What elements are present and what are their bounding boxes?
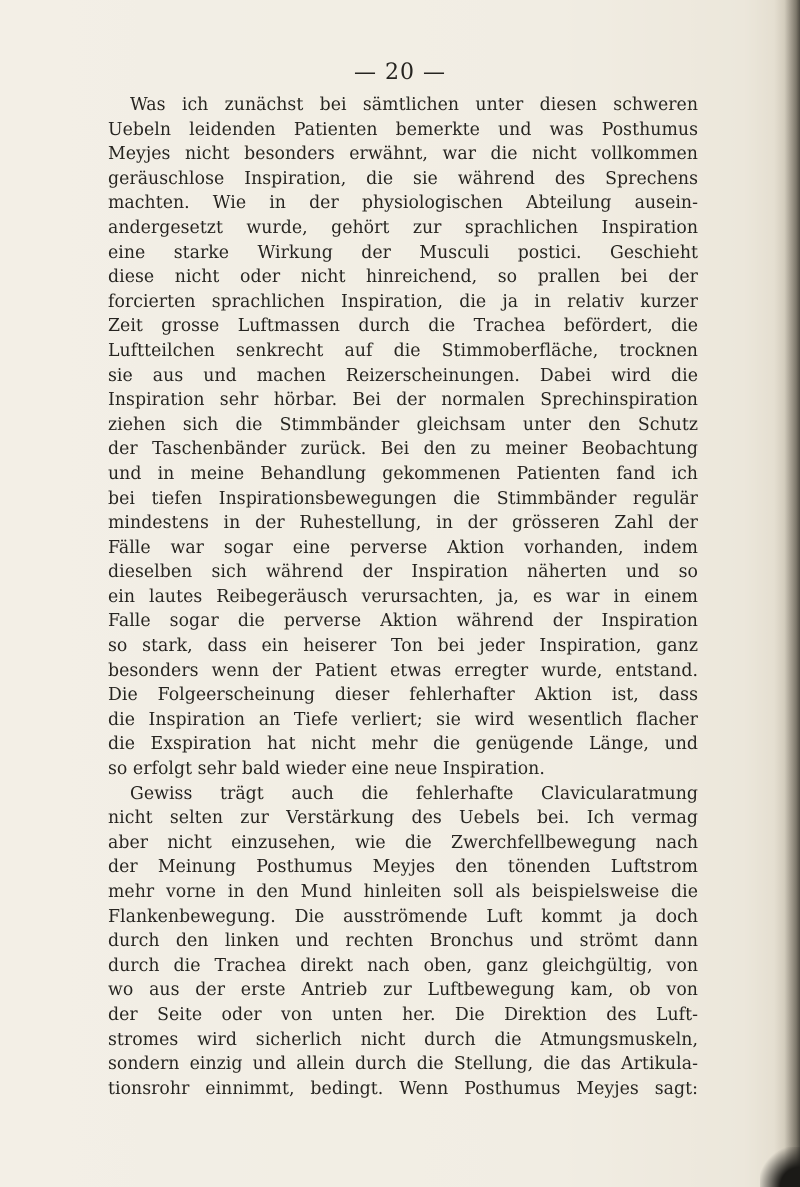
text-line: mehr vorne in den Mund hinleiten soll als beispielsweise die — [108, 882, 698, 902]
text-line: nicht selten zur Verstärkung des Uebels bei. Ich vermag — [108, 808, 698, 829]
text-line: ein lautes Reibegeräusch verursachten, ja, es war in einem — [108, 586, 698, 607]
text-line: eine starke Wirkung der Musculi postici. Geschieht — [108, 242, 698, 263]
text-line: so erfolgt sehr bald wieder eine neue Inspiration. — [108, 759, 545, 780]
text-line: tionsrohr einnimmt, bedingt. Wenn Posthumus Meyjes sagt: — [108, 1078, 698, 1099]
text-line: stromes wird sicherlich nicht durch die Atmungsmuskeln, — [108, 1029, 698, 1050]
text-line: durch den linken und rechten Bronchus und strömt dann — [108, 931, 698, 952]
text-line: sondern einzig und allein durch die Stellung, die das Artikula- — [108, 1054, 698, 1075]
text-line: Luftteilchen senkrecht auf die Stimmoberfläche, trocknen — [108, 340, 698, 361]
page-number: — 20 — — [354, 60, 446, 85]
text-line: wo aus der erste Antrieb zur Luftbewegung kam, ob von — [108, 980, 698, 1001]
text-line: der Seite oder von unten her. Die Direktion des Luft- — [108, 1004, 698, 1025]
page-edge-shadow — [774, 0, 800, 1187]
text-line: bei tiefen Inspirationsbewegungen die Stimmbänder regulär — [108, 488, 698, 509]
text-line: sie aus und machen Reizerscheinungen. Dabei wird die — [108, 365, 698, 386]
text-line: Inspiration sehr hörbar. Bei der normalen Sprechinspiration — [108, 390, 698, 411]
text-line: Falle sogar die perverse Aktion während der Inspiration — [108, 611, 698, 632]
text-line: forcierten sprachlichen Inspiration, die ja in relativ kurzer — [108, 291, 698, 312]
text-line: der Meinung Posthumus Meyjes den tönenden Luftstrom — [108, 857, 698, 878]
text-line: besonders wenn der Patient etwas erregter wurde, entstand. — [108, 660, 698, 681]
text-line: diese nicht oder nicht hinreichend, so prallen bei der — [108, 267, 698, 288]
text-line: machten. Wie in der physiologischen Abteilung ausein- — [108, 193, 698, 214]
text-line: mindestens in der Ruhestellung, in der grösseren Zahl der — [108, 513, 698, 534]
text-line: Flankenbewegung. Die ausströmende Luft kommt ja doch — [108, 906, 698, 927]
text-line: andergesetzt wurde, gehört zur sprachlichen Inspiration — [108, 217, 698, 238]
text-line: die Inspiration an Tiefe verliert; sie wird wesentlich flacher — [108, 709, 698, 730]
text-line: so stark, dass ein heiserer Ton bei jeder Inspiration, ganz — [108, 636, 698, 657]
text-line: aber nicht einzusehen, wie die Zwerchfellbewegung nach — [108, 832, 698, 853]
text-line: Fälle war sogar eine perverse Aktion vorhanden, indem — [108, 537, 698, 558]
text-line: Was ich zunächst bei sämtlichen unter diesen schweren — [130, 95, 698, 115]
text-line: durch die Trachea direkt nach oben, ganz gleichgültig, von — [108, 955, 698, 976]
text-line: Uebeln leidenden Patienten bemerkte und was Posthumus — [108, 119, 698, 140]
page-corner-shadow — [760, 1147, 800, 1187]
text-line: der Taschenbänder zurück. Bei den zu meiner Beobachtung — [108, 439, 698, 460]
text-line: Die Folgeerscheinung dieser fehlerhafter Aktion ist, dass — [108, 685, 698, 706]
text-line: ziehen sich die Stimmbänder gleichsam unter den Schutz — [108, 414, 698, 435]
body-text — [108, 93, 698, 1101]
text-line: und in meine Behandlung gekommenen Patienten fand ich — [108, 463, 698, 484]
text-line: Meyjes nicht besonders erwähnt, war die nicht vollkommen — [108, 144, 698, 165]
text-line: geräuschlose Inspiration, die sie während des Sprechens — [108, 168, 698, 189]
text-line: dieselben sich während der Inspiration näherten und so — [108, 562, 698, 583]
text-line: die Exspiration hat nicht mehr die genügende Länge, und — [108, 734, 698, 755]
text-line: Zeit grosse Luftmassen durch die Trachea befördert, die — [108, 316, 698, 337]
text-line: Gewiss trägt auch die fehlerhafte Clavicularatmung — [130, 783, 698, 804]
